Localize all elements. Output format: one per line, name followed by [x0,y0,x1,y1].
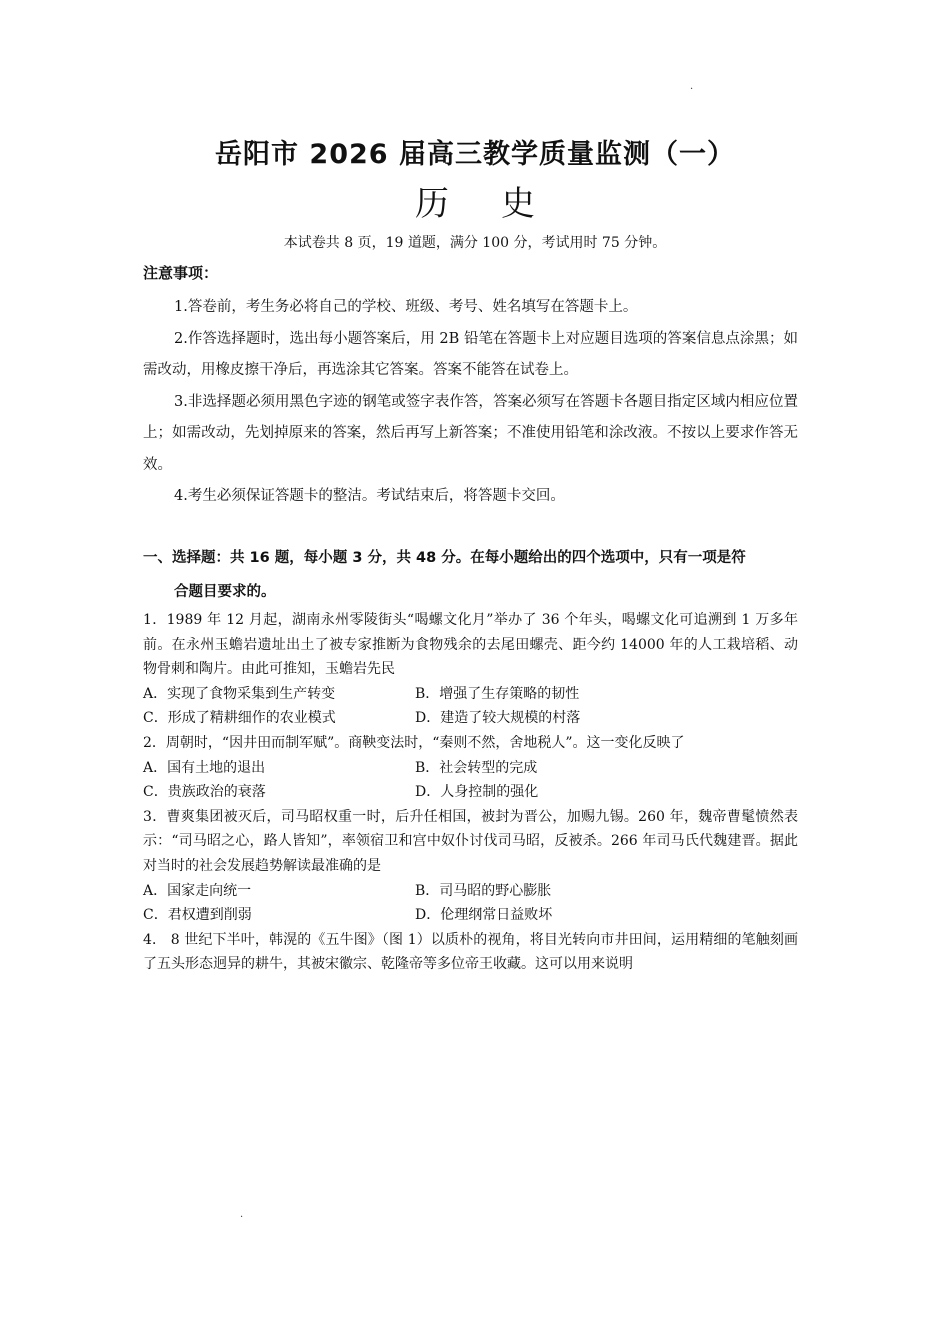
question-stem: 4． 8 世纪下半叶，韩滉的《五牛图》（图 1）以质朴的视角，将目光转向市井田间，运用精细的笔触刻画了五头形态迥异的耕牛，其被宋徽宗、乾隆帝等多位帝王收藏。这可以用来说明 [143,931,798,973]
question-options [143,879,798,928]
notice-list [143,292,798,513]
option: A．实现了食物采集到生产转变 [143,685,336,702]
option: B．社会转型的完成 [415,759,538,776]
option: B．司马昭的野心膨胀 [415,882,552,899]
option: B．增强了生存策略的韧性 [415,685,580,702]
option: C．贵族政治的衰落 [143,784,266,801]
question-options [143,756,798,805]
option: D．人身控制的强化 [415,784,539,801]
option: D．建造了较大规模的村落 [415,710,581,727]
question [143,805,798,928]
footer-mark: · [240,1212,244,1223]
subject-char: 历 [415,184,449,224]
question-stem: 1．1989 年 12 月起，湖南永州零陵街头“喝螺文化月”举办了 36 个年头，喝螺文化可追溯到 1 万多年前。在永州玉蟾岩遗址出土了被专家推断为食物残余的去尾田螺壳、距今约 14000 年的人工栽培稻、动物骨刺和陶片。由此可推知，玉蟾岩先民 [143,612,798,678]
question [143,608,798,731]
question-stem: 3．曹爽集团被灭后，司马昭权重一时，后升任相国，被封为晋公，加赐九锡。260 年，魏帝曹髦愤然表示：“司马昭之心，路人皆知”，率领宿卫和宫中奴仆讨伐司马昭，反被杀。266 年司马氏代魏建晋。据此对当时的社会发展趋势解读最准确的是 [143,808,798,874]
question-list [143,608,798,977]
question-stem: 2．周朝时，“因井田而制军赋”。商鞅变法时，“秦则不然，舍地税人”。这一变化反映了 [143,734,685,751]
section-heading [143,541,803,609]
subject-title [0,176,950,225]
notice-item: 2.作答选择题时，选出每小题答案后，用 2B 铅笔在答题卡上对应题目选项的答案信息点涂黑；如需改动，用橡皮擦干净后，再选涂其它答案。答案不能答在试卷上。 [143,330,798,378]
notice-item: 4.考生必须保证答题卡的整洁。考试结束后，将答题卡交回。 [174,488,565,504]
section-line: 一、选择题：共 16 题，每小题 3 分，共 48 分。在每小题给出的四个选项中，只有一项是符 [143,550,746,566]
notice-item: 3.非选择题必须用黑色字迹的钢笔或签字表作答，答案必须写在答题卡各题目指定区域内相应位置上；如需改动，先划掉原来的答案，然后再写上新答案；不准使用铅笔和涂改液。不按以上要求作答无效。 [143,393,798,473]
section-line: 合题目要求的。 [174,584,276,600]
notice-item: 1.答卷前，考生务必将自己的学校、班级、考号、姓名填写在答题卡上。 [174,299,638,315]
option: C．君权遭到削弱 [143,907,252,924]
option: A．国有土地的退出 [143,759,266,776]
question [143,731,798,805]
option: D．伦理纲常日益败坏 [415,907,553,924]
option: A．国家走向统一 [143,882,252,899]
notice-heading: 注意事项： [143,264,219,282]
question [143,928,798,977]
question-options [143,682,798,731]
exam-title: 岳阳市 2026 届高三教学质量监测（一） [215,139,735,170]
subject-char: 史 [501,184,535,224]
option: C．形成了精耕细作的农业模式 [143,710,336,727]
corner-mark: · [690,84,694,95]
exam-info: 本试卷共 8 页，19 道题，满分 100 分，考试用时 75 分钟。 [283,235,667,251]
